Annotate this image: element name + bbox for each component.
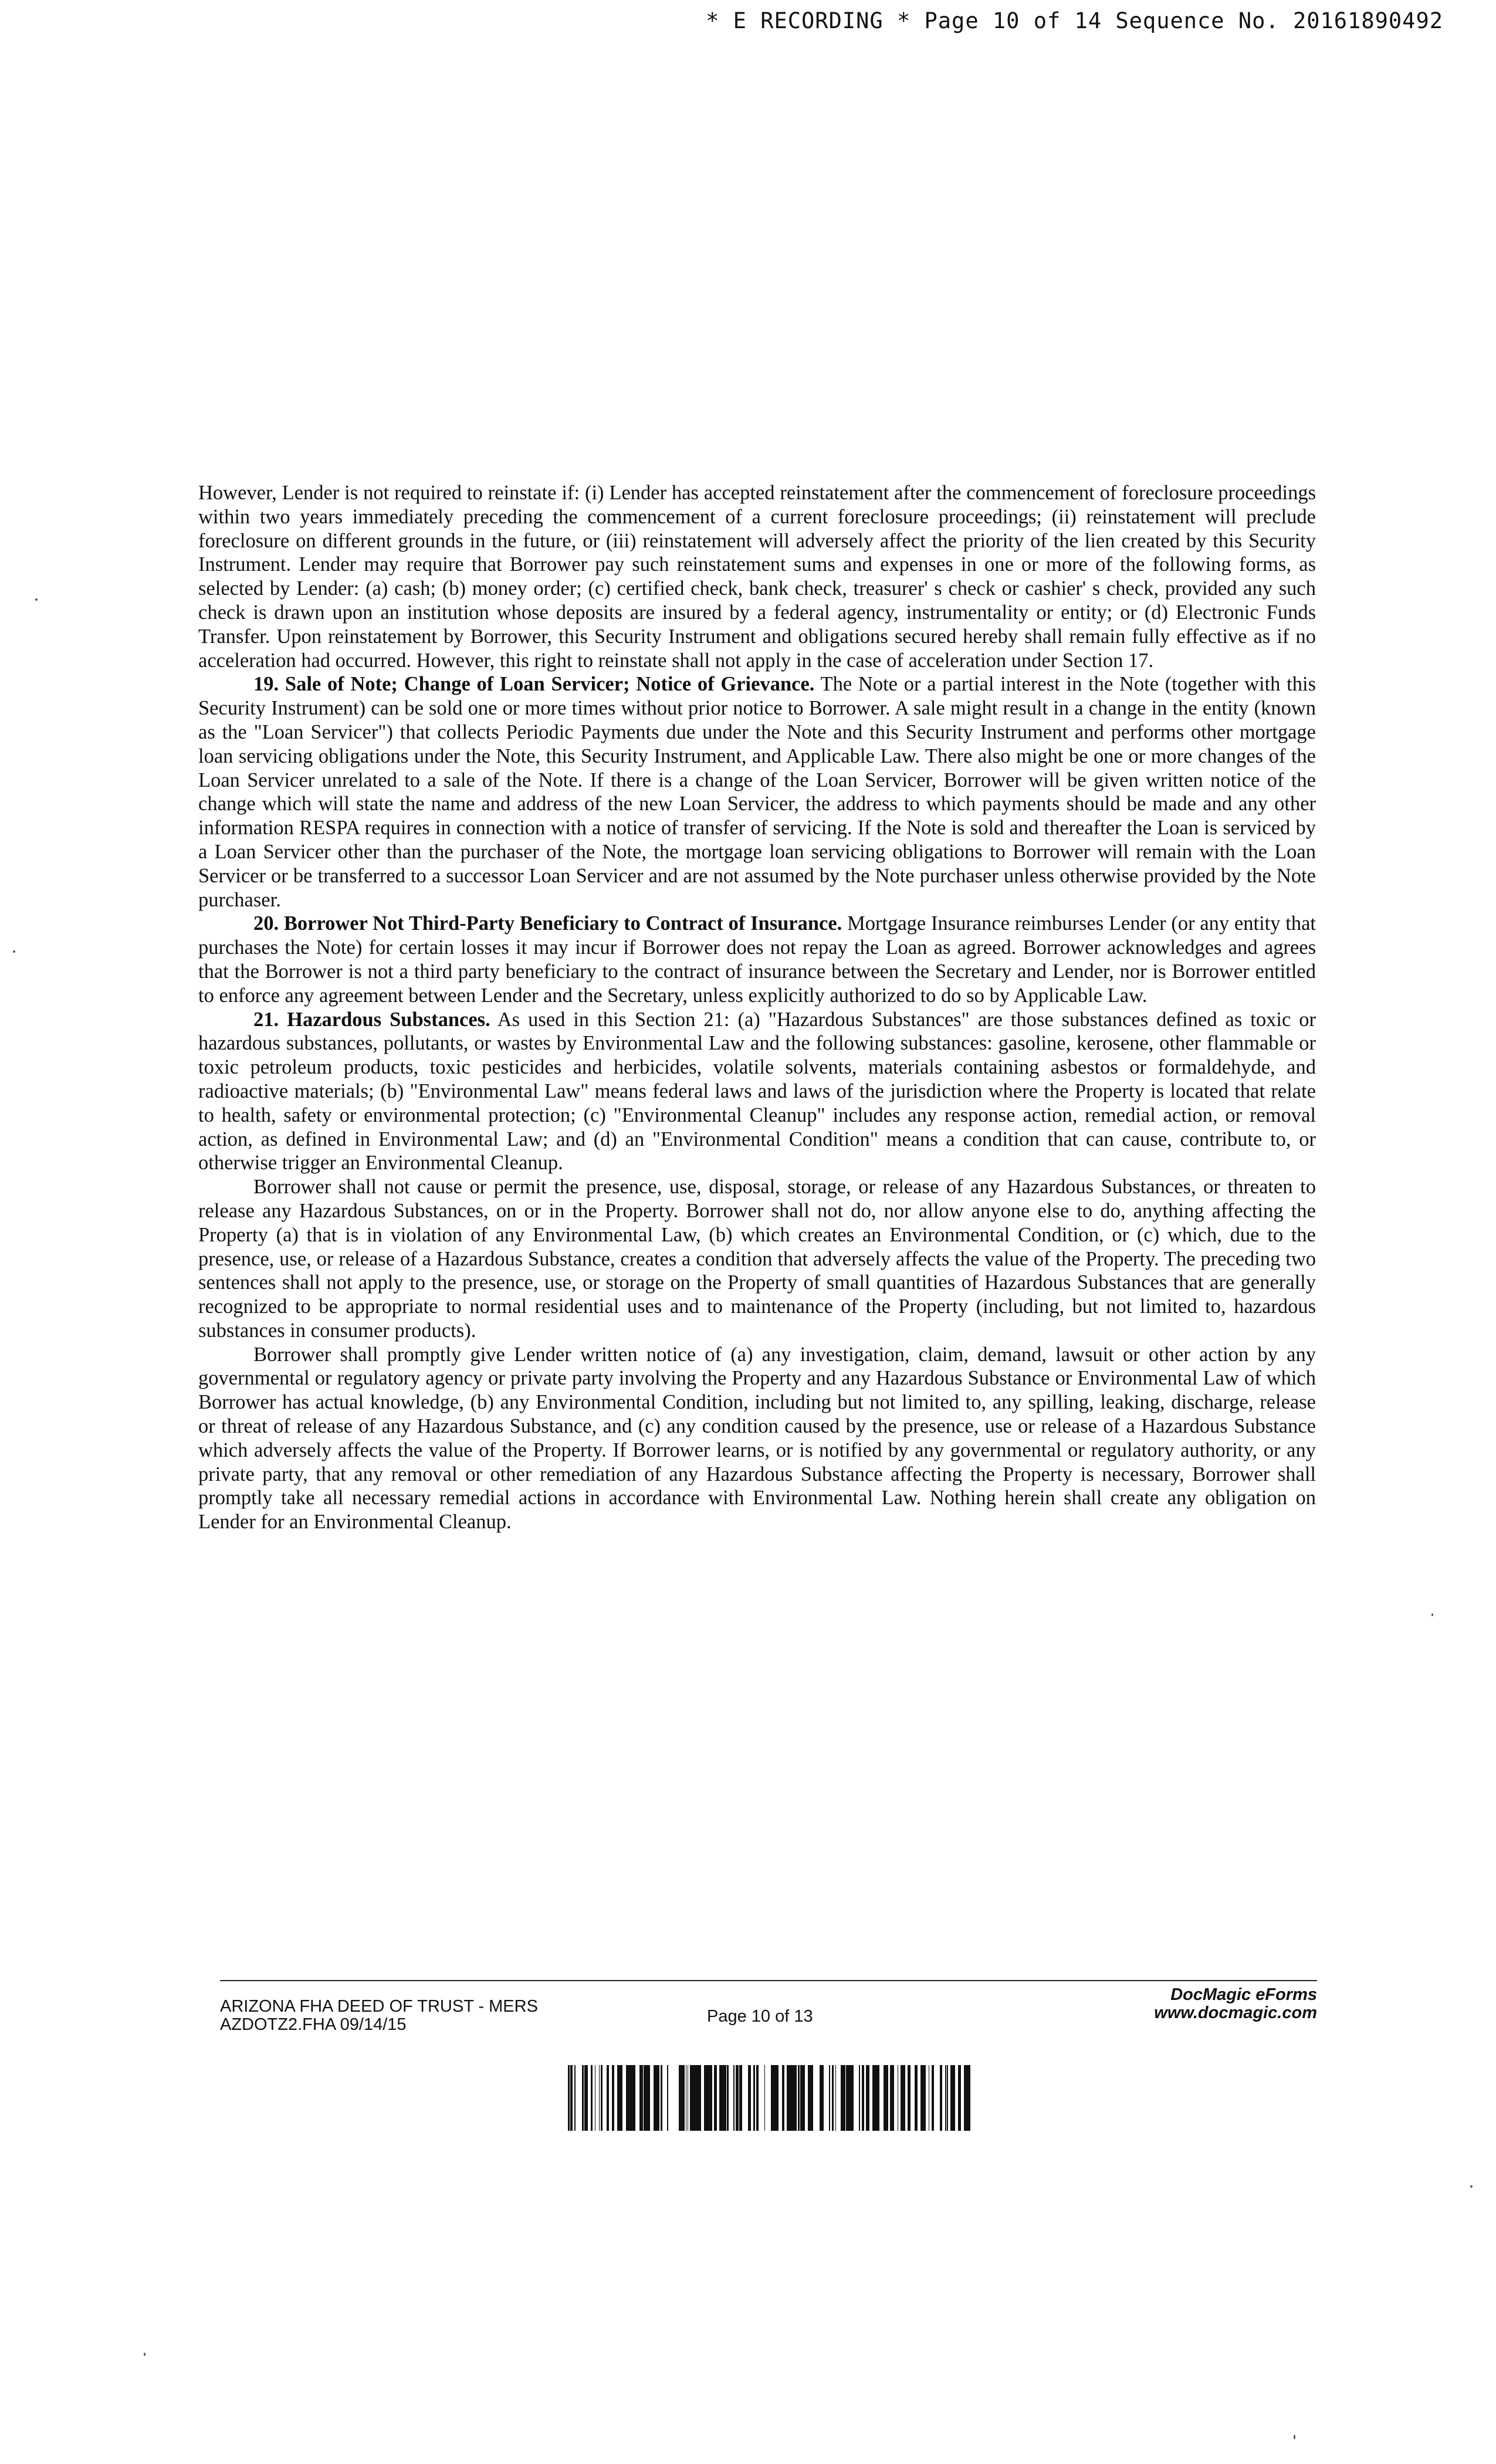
paragraph-hazardous-use: [198, 1175, 1316, 1343]
barcode-bar: [694, 2065, 696, 2131]
footer-divider: [220, 1980, 1317, 1981]
barcode-bar: [967, 2065, 970, 2131]
paragraph-text: Borrower shall not cause or permit the presence, use, disposal, storage, or release of any Hazardous Substances, or threaten to release any Hazardous Substances, on or in the Property. Borrower shall not do, nor allow anyone else to do, anything affecting the Property (a) that is in violation of any Environmental Law, (b) which creates an Environmental Condition, or (c) which, due to the presence, use, or release of a Hazardous Substance, creates a condition that adversely affects the value of the Property. The preceding two sentences shall not apply to the presence, use, or storage on the Property of small quantities of Hazardous Substances that are generally recognized to be appropriate to normal residential uses and to maintenance of the Property (including, but not limited to, hazardous substances in consumer products).: [198, 1176, 1316, 1342]
brand-logo: DocMagic eForms: [1170, 1985, 1317, 2004]
barcode-bar: [945, 2065, 946, 2131]
form-title: ARIZONA FHA DEED OF TRUST - MERS: [220, 1997, 538, 2016]
barcode-bar: [890, 2065, 892, 2131]
barcode-bar: [658, 2065, 659, 2131]
barcode-bar: [693, 2065, 694, 2131]
barcode-bar: [821, 2065, 824, 2131]
barcode-bar: [642, 2065, 643, 2131]
barcode-bar: [892, 2065, 893, 2131]
barcode-bar: [901, 2065, 903, 2131]
barcode-bar: [626, 2065, 627, 2131]
scan-speck: [1294, 2435, 1295, 2439]
barcode-bar: [793, 2065, 794, 2131]
barcode-bar: [699, 2065, 701, 2131]
barcode: [568, 2065, 977, 2131]
barcode-bar: [736, 2065, 739, 2131]
barcode-bar: [646, 2065, 648, 2131]
barcode-bar: [723, 2065, 726, 2131]
barcode-bar: [875, 2065, 878, 2131]
barcode-bar: [607, 2065, 609, 2131]
barcode-bar: [924, 2065, 925, 2131]
brand-website: www.docmagic.com: [1154, 2003, 1317, 2022]
barcode-bar: [706, 2065, 708, 2131]
scan-speck: [13, 950, 15, 953]
barcode-bar: [925, 2065, 926, 2131]
barcode-bar: [849, 2065, 852, 2131]
barcode-bar: [584, 2065, 587, 2131]
form-code: AZDOTZ2.FHA 09/14/15: [220, 2015, 407, 2034]
barcode-bar: [757, 2065, 759, 2131]
barcode-bar: [654, 2065, 656, 2131]
barcode-bar: [820, 2065, 821, 2131]
barcode-bar: [667, 2065, 668, 2131]
paragraph-text: The Note or a partial interest in the Note (together with this Security Instrument) can be sold one or more times without prior notice to Borrower. A sale might result in a change in the entity (known as the "Loan Servicer") that collects Periodic Payments due under the Note and this Security Instrument and performs other mortgage loan servicing obligations under the Note, this Security Instrument, and Applicable Law. There also might be one or more changes of the Loan Servicer unrelated to a sale of the Note. If there is a change of the Loan Servicer, Borrower will be given written notice of the change which will state the name and address of the new Loan Servicer, the address to which payments should be made and any other information RESPA requires in connection with a notice of transfer of servicing. If the Note is sold and thereafter the Loan is serviced by a Loan Servicer other than the purchaser of the Note, the mortgage loan servicing obligations to Borrower will remain with the Loan Servicer or be transferred to a successor Loan Servicer and are not assumed by the Note purchaser unless otherwise provided by the Note purchaser.: [198, 673, 1316, 911]
barcode-bar: [773, 2065, 774, 2131]
barcode-bar: [649, 2065, 650, 2131]
barcode-bar: [811, 2065, 813, 2131]
barcode-bar: [920, 2065, 922, 2131]
barcode-bar: [803, 2065, 805, 2131]
barcode-bar: [708, 2065, 710, 2131]
barcode-bar: [783, 2065, 784, 2131]
barcode-bar: [682, 2065, 685, 2131]
barcode-bar: [696, 2065, 699, 2131]
barcode-bar: [601, 2065, 603, 2131]
barcode-bar: [587, 2065, 588, 2131]
barcode-bar: [630, 2065, 633, 2131]
barcode-bar: [582, 2065, 584, 2131]
barcode-bar: [933, 2065, 934, 2131]
barcode-bar: [841, 2065, 842, 2131]
barcode-bar: [842, 2065, 845, 2131]
barcode-bar: [644, 2065, 645, 2131]
scan-speck: [1431, 1613, 1433, 1616]
barcode-bar: [633, 2065, 635, 2131]
barcode-bar: [719, 2065, 722, 2131]
barcode-bar: [800, 2065, 803, 2131]
barcode-bar: [947, 2065, 948, 2131]
barcode-bar: [714, 2065, 717, 2131]
barcode-bar: [774, 2065, 777, 2131]
barcode-bar: [940, 2065, 942, 2131]
barcode-bar: [619, 2065, 621, 2131]
barcode-bar: [748, 2065, 751, 2131]
barcode-bar: [648, 2065, 649, 2131]
document-body: [198, 481, 1316, 1534]
barcode-bar: [756, 2065, 757, 2131]
barcode-bar: [740, 2065, 741, 2131]
barcode-bar: [568, 2065, 570, 2131]
section-heading: 19. Sale of Note; Change of Loan Servicer; Notice of Grievance.: [253, 673, 815, 696]
barcode-bar: [710, 2065, 712, 2131]
scan-speck: [1470, 2185, 1473, 2188]
barcode-bar: [681, 2065, 682, 2131]
barcode-bar: [792, 2065, 793, 2131]
barcode-bar: [964, 2065, 966, 2131]
paragraph-hazardous-notice: [198, 1343, 1316, 1534]
barcode-bar: [878, 2065, 879, 2131]
barcode-bar: [808, 2065, 809, 2131]
barcode-bar: [790, 2065, 792, 2131]
barcode-bar: [874, 2065, 875, 2131]
barcode-bar: [621, 2065, 622, 2131]
barcode-bar: [952, 2065, 953, 2131]
paragraph-reinstatement: [198, 481, 1316, 672]
recording-stamp: * E RECORDING * Page 10 of 14 Sequence No. 20161890492: [706, 8, 1443, 33]
barcode-bar: [852, 2065, 854, 2131]
barcode-bar: [832, 2065, 834, 2131]
barcode-bar: [829, 2065, 830, 2131]
paragraph-section-20: [198, 912, 1316, 1007]
barcode-bar: [639, 2065, 642, 2131]
paragraph-section-19: [198, 672, 1316, 912]
barcode-bar: [692, 2065, 693, 2131]
paragraph-section-21: [198, 1008, 1316, 1176]
barcode-bar: [627, 2065, 630, 2131]
barcode-bar: [591, 2065, 593, 2131]
barcode-bar: [859, 2065, 860, 2131]
barcode-bar: [661, 2065, 662, 2131]
barcode-bar: [886, 2065, 888, 2131]
barcode-bar: [798, 2065, 800, 2131]
barcode-bar: [846, 2065, 849, 2131]
scan-speck: [35, 598, 38, 601]
barcode-bar: [741, 2065, 742, 2131]
paragraph-text: Borrower shall promptly give Lender written notice of (a) any investigation, claim, demand, lawsuit or other action by any governmental or regulatory agency or private party involving the Property and any Hazardous Substance or Environmental Law of which Borrower has actual knowledge, (b) any Environmental Condition, including but not limited to, any spilling, leaking, discharge, release or threat of release of any Hazardous Substance, and (c) any condition caused by the presence, use or release of a Hazardous Substance which adversely affects the value of the Property. If Borrower learns, or is notified by any governmental or regulatory authority, or any private party, that any removal or other remediation of any Hazardous Substance affecting the Property is necessary, Borrower shall promptly take all necessary remedial actions in accordance with Environmental Law. Nothing herein shall create any obligation on Lender for an Environmental Cleanup.: [198, 1343, 1316, 1534]
barcode-bar: [753, 2065, 755, 2131]
barcode-bar: [966, 2065, 967, 2131]
barcode-bar: [704, 2065, 706, 2131]
barcode-bar: [908, 2065, 911, 2131]
barcode-bar: [903, 2065, 905, 2131]
barcode-bar: [872, 2065, 874, 2131]
paragraph-text: However, Lender is not required to reinstate if: (i) Lender has accepted reinstatement after the commencement of foreclosure proceedings within two years immediately preceding the commencement of a current foreclosure proceedings; (ii) reinstatement will preclude foreclosure on different grounds in the future, or (iii) reinstatement will adversely affect the priority of the lien created by this Security Instrument. Lender may require that Borrower pay such reinstatement sums and expenses in one or more of the following forms, as selected by Lender: (a) cash; (b) money order; (c) certified check, bank check, treasurer' s check or cashier' s check, provided any such check is drawn upon an institution whose deposits are insured by a federal agency, instrumentality or entity; or (d) Electronic Funds Transfer. Upon reinstatement by Borrower, this Security Instrument and obligations secured hereby shall remain fully effective as if no acceleration had occurred. However, this right to reinstate shall not apply in the case of acceleration under Section 17.: [198, 482, 1316, 672]
footer-form-info: [220, 1998, 538, 2034]
section-heading: 21. Hazardous Substances.: [253, 1008, 490, 1031]
paragraph-text: As used in this Section 21: (a) "Hazardous Substances" are those substances defined as toxic or hazardous substances, pollutants, or wastes by Environmental Law and the following substances: gasoline, kerosene, other flammable or toxic petroleum products, toxic pesticides and herbicides, volatile solvents, materials containing asbestos or formaldehyde, and radioactive materials; (b) "Environmental Law" means federal laws and laws of the jurisdiction where the Property is located that relate to health, safety or environmental protection; (c) "Environmental Cleanup" includes any response action, remedial action, or removal action, as defined in Environmental Law; and (d) an "Environmental Condition" means a condition that can cause, contribute to, or otherwise trigger an Environmental Cleanup.: [198, 1008, 1316, 1175]
scan-speck: [144, 2353, 145, 2356]
barcode-bar: [722, 2065, 723, 2131]
barcode-bar: [932, 2065, 933, 2131]
barcode-bar: [915, 2065, 918, 2131]
barcode-bar: [733, 2065, 735, 2131]
barcode-bar: [862, 2065, 864, 2131]
barcode-bar: [787, 2065, 790, 2131]
barcode-bar: [771, 2065, 773, 2131]
barcode-bar: [953, 2065, 955, 2131]
barcode-bar: [645, 2065, 646, 2131]
paragraph-text: Mortgage Insurance reimburses Lender (or any entity that purchases the Note) for certain losses it may incur if Borrower does not repay the Loan as agreed. Borrower acknowledges and agrees that the Borrower is not a third party beneficiary to the contract of insurance between the Secretary and Lender, nor is Borrower entitled to enforce any agreement between Lender and the Secretary, unless explicitly authorized to do so by Applicable Law.: [198, 912, 1316, 1007]
barcode-bar: [922, 2065, 924, 2131]
barcode-bar: [739, 2065, 740, 2131]
section-heading: 20. Borrower Not Third-Party Beneficiary to Contract of Insurance.: [253, 912, 842, 935]
barcode-bar: [679, 2065, 681, 2131]
barcode-bar: [617, 2065, 619, 2131]
barcode-bar: [958, 2065, 961, 2131]
barcode-bar: [690, 2065, 692, 2131]
barcode-bar: [612, 2065, 614, 2131]
barcode-bar: [764, 2065, 765, 2131]
barcode-bar: [835, 2065, 836, 2131]
barcode-bar: [794, 2065, 797, 2131]
barcode-bar: [782, 2065, 783, 2131]
footer-brand: [1154, 1986, 1317, 2022]
barcode-bar: [572, 2065, 573, 2131]
barcode-bar: [574, 2065, 576, 2131]
barcode-bar: [570, 2065, 572, 2131]
page-number: Page 10 of 13: [707, 2007, 813, 2026]
barcode-bar: [809, 2065, 811, 2131]
barcode-bar: [893, 2065, 894, 2131]
barcode-bar: [950, 2065, 952, 2131]
barcode-bar: [656, 2065, 658, 2131]
barcode-bar: [727, 2065, 729, 2131]
barcode-bar: [866, 2065, 868, 2131]
barcode-bar: [777, 2065, 779, 2131]
barcode-bar: [884, 2065, 886, 2131]
barcode-bar: [868, 2065, 869, 2131]
barcode-bar: [599, 2065, 600, 2131]
